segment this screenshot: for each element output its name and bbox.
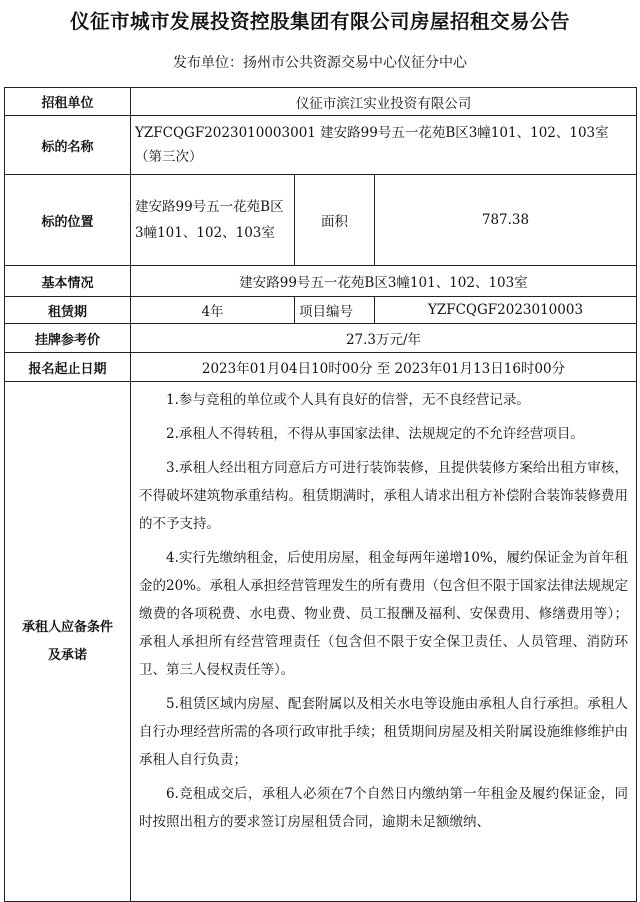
- project-no-label: 项目编号: [295, 297, 375, 324]
- table-row: [5, 175, 637, 266]
- table-row: [5, 88, 637, 116]
- basic-label: 基本情况: [5, 266, 131, 297]
- condition-item: 1.参与竞租的单位或个人具有良好的信誉，无不良经营记录。: [166, 392, 530, 408]
- announcement-table: [4, 87, 637, 902]
- conditions-label-line-1: 承租人应备条件: [21, 619, 113, 635]
- conditions-list: [131, 382, 637, 902]
- conditions-label: [5, 382, 131, 902]
- conditions-label-line-2: 及承诺: [47, 647, 87, 663]
- page-title: 仪征市城市发展投资控股集团有限公司房屋招租交易公告: [69, 10, 570, 33]
- publisher-line: 发布单位：扬州市公共资源交易中心仪征分中心: [173, 55, 467, 71]
- table-row: [5, 116, 637, 175]
- basic-value: 建安路99号五一花苑B区3幢101、102、103室: [131, 266, 637, 297]
- registration-label: 报名起止日期: [5, 353, 131, 382]
- condition-item: 3.承租人经出租方同意后方可进行装饰装修，且提供装修方案给出租方审核，不得破坏建筑物承重结构。租赁期满时，承租人请求出租方补偿附合装饰装修费用的不予支持。: [139, 460, 628, 532]
- project-no-value: YZFCQGF2023010003: [375, 297, 637, 324]
- term-value: 4年: [131, 297, 295, 324]
- area-value: 787.38: [375, 175, 637, 266]
- condition-item: 4.实行先缴纳租金，后使用房屋，租金每两年递增10%，履约保证金为首年租金的20%。承租人承担经营管理发生的所有费用（包含但不限于国家法律法规规定缴费的各项税费、水电费、物业费、员工报酬及福利、安保费用、修缮费用等）；承租人承担所有经营管理责任（包含但不限于安全保卫责任、人员管理、消防环卫、第三人侵权责任等）。: [139, 550, 629, 678]
- area-label: 面积: [295, 175, 375, 266]
- registration-value: 2023年01月04日10时00分 至 2023年01月13日16时00分: [131, 353, 637, 382]
- name-value: YZFCQGF2023010003001 建安路99号五一花苑B区3幢101、102、103室（第三次）: [131, 116, 637, 175]
- location-label: 标的位置: [5, 175, 131, 266]
- table-row: [5, 382, 637, 902]
- table-row: [5, 324, 637, 353]
- price-value: 27.3万元/年: [131, 324, 637, 353]
- condition-item: 2.承租人不得转租，不得从事国家法律、法规规定的不允许经营项目。: [166, 426, 584, 442]
- location-value: 建安路99号五一花苑B区3幢101、102、103室: [131, 175, 295, 266]
- price-label: 挂牌参考价: [5, 324, 131, 353]
- name-label: 标的名称: [5, 116, 131, 175]
- table-row: [5, 266, 637, 297]
- condition-item: 5.租赁区域内房屋、配套附属以及相关水电等设施由承租人自行承担。承租人自行办理经营所需的各项行政审批手续；租赁期间房屋及相关附属设施维修维护由承租人自行负责；: [139, 696, 628, 768]
- term-label: 租赁期: [5, 297, 131, 324]
- condition-item: 6.竞租成交后，承租人必须在7个自然日内缴纳第一年租金及履约保证金，同时按照出租方的要求签订房屋租赁合同，逾期未足额缴纳、: [139, 786, 628, 830]
- lessor-value: 仪征市滨江实业投资有限公司: [131, 88, 637, 116]
- table-row: [5, 297, 637, 324]
- table-row: [5, 353, 637, 382]
- lessor-label: 招租单位: [5, 88, 131, 116]
